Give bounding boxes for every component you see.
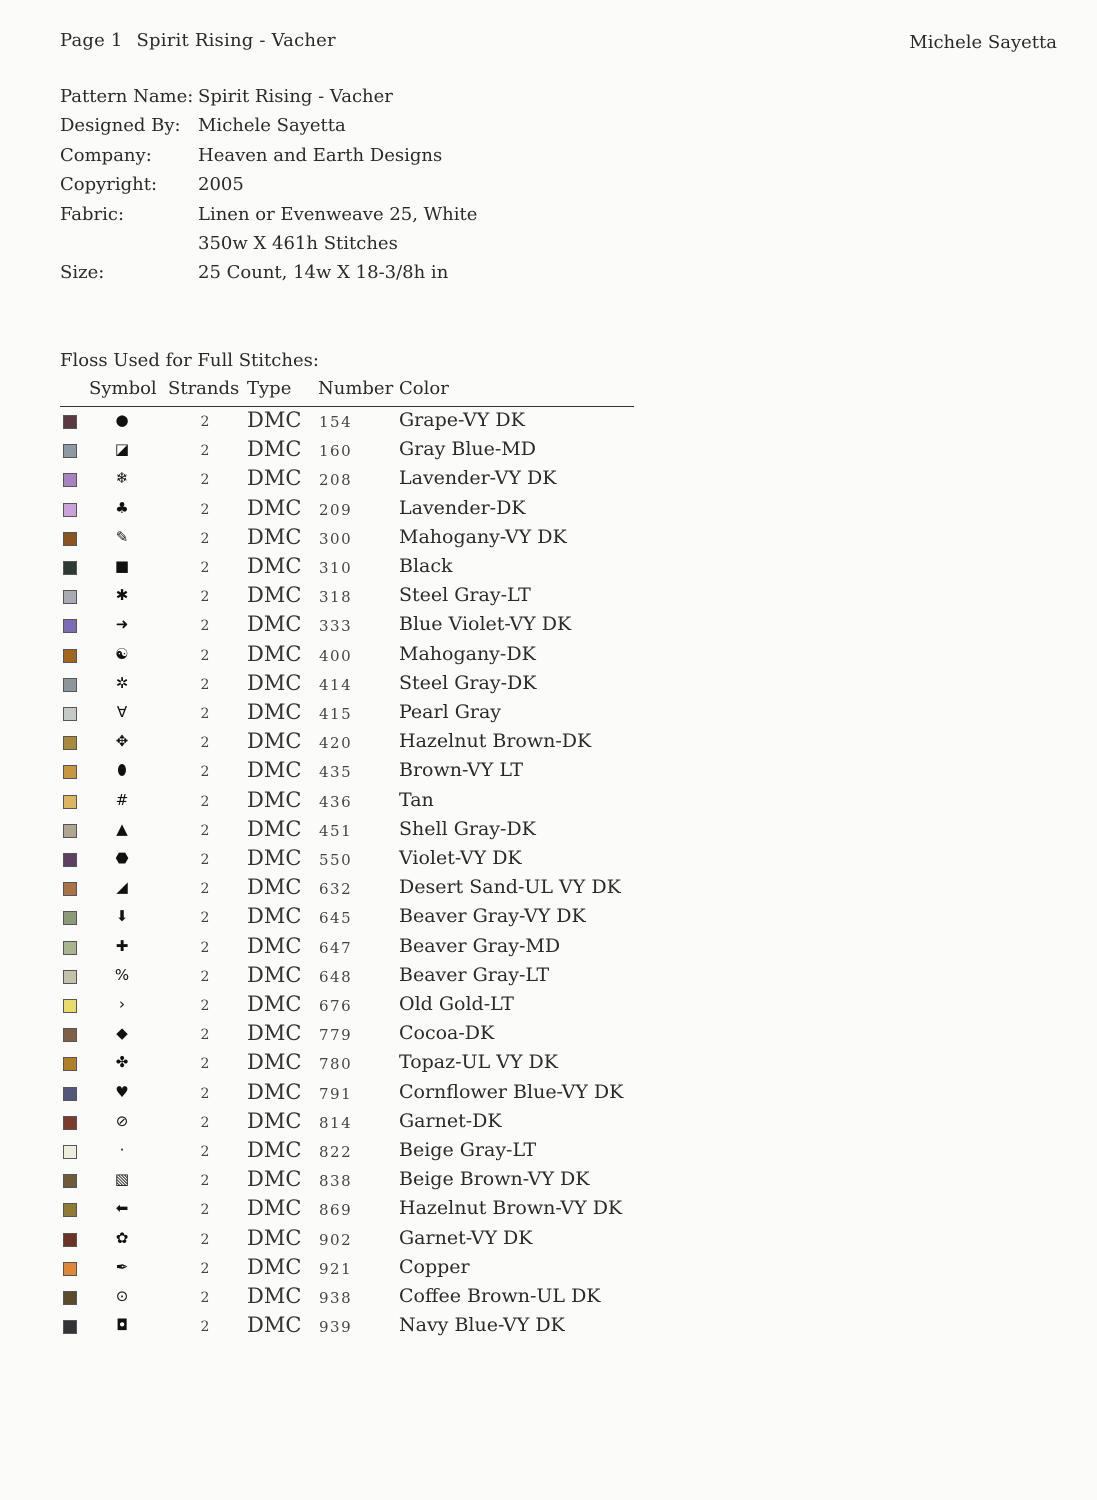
symbol-icon: ♣ <box>115 498 129 517</box>
floss-table-header <box>0 378 700 404</box>
info-value: Spirit Rising - Vacher <box>198 86 393 107</box>
color-swatch <box>63 1145 77 1159</box>
table-row <box>0 758 700 787</box>
color-swatch <box>63 1291 77 1305</box>
number-cell: 451 <box>319 821 353 840</box>
strands-cell: 2 <box>200 968 210 985</box>
info-label: Pattern Name: <box>60 86 194 107</box>
floss-section-title: Floss Used for Full Stitches: <box>60 350 319 371</box>
number-cell: 676 <box>319 997 353 1015</box>
type-cell: DMC <box>247 554 302 578</box>
symbol-icon: ▧ <box>114 1170 130 1189</box>
number-cell: 160 <box>319 442 353 461</box>
table-row <box>0 904 700 933</box>
type-cell: DMC <box>247 466 302 491</box>
type-cell: DMC <box>247 1313 302 1338</box>
color-swatch <box>63 765 77 779</box>
symbol-icon: ⬅ <box>115 1199 129 1218</box>
type-cell: DMC <box>247 904 302 929</box>
color-swatch <box>63 970 77 984</box>
number-cell: 814 <box>319 1113 353 1132</box>
color-name-cell: Hazelnut Brown-DK <box>399 730 592 753</box>
info-value: 25 Count, 14w X 18-3/8h in <box>198 262 449 284</box>
table-row <box>0 875 700 904</box>
number-cell: 780 <box>319 1055 353 1074</box>
strands-cell: 2 <box>200 647 210 664</box>
page-label: Page 1 <box>60 30 123 51</box>
symbol-icon: ⊙ <box>115 1287 129 1305</box>
color-swatch <box>63 824 77 838</box>
symbol-icon: ♥ <box>115 1082 129 1101</box>
symbol-icon: ✒ <box>115 1257 129 1276</box>
color-name-cell: Steel Gray-DK <box>399 671 537 694</box>
color-swatch <box>63 561 77 575</box>
number-cell: 420 <box>319 734 353 753</box>
symbol-icon: ● <box>115 411 129 429</box>
symbol-icon: ✱ <box>115 586 129 605</box>
type-cell: DMC <box>247 700 302 724</box>
strands-cell: 2 <box>200 589 210 606</box>
color-swatch <box>63 532 77 546</box>
table-row <box>0 612 700 641</box>
number-cell: 414 <box>319 675 353 694</box>
color-name-cell: Beige Brown-VY DK <box>399 1168 590 1191</box>
table-row <box>0 1313 700 1342</box>
info-value: 2005 <box>198 174 244 196</box>
color-name-cell: Mahogany-VY DK <box>399 525 567 548</box>
table-row <box>0 1226 700 1255</box>
symbol-icon: ✥ <box>115 732 129 751</box>
strands-cell: 2 <box>200 822 210 839</box>
color-name-cell: Beaver Gray-LT <box>399 963 550 986</box>
type-cell: DMC <box>247 437 302 462</box>
strands-cell: 2 <box>200 910 210 927</box>
type-cell: DMC <box>247 1108 302 1133</box>
type-cell: DMC <box>247 875 302 900</box>
color-swatch <box>63 1320 77 1334</box>
symbol-icon: ■ <box>114 557 130 575</box>
color-name-cell: Tan <box>399 788 434 811</box>
color-swatch <box>63 649 77 663</box>
color-swatch <box>63 503 77 517</box>
color-name-cell: Navy Blue-VY DK <box>399 1314 565 1337</box>
color-swatch <box>63 415 77 429</box>
strands-cell: 2 <box>200 939 210 956</box>
color-name-cell: Coffee Brown-UL DK <box>399 1285 601 1307</box>
number-cell: 436 <box>319 792 353 811</box>
page-header <box>60 30 344 51</box>
number-cell: 415 <box>319 705 353 723</box>
table-row <box>0 963 700 992</box>
color-name-cell: Mahogany-DK <box>399 642 536 665</box>
color-name-cell: Lavender-VY DK <box>399 467 557 490</box>
color-swatch <box>63 678 77 692</box>
strands-cell: 2 <box>200 998 210 1014</box>
strands-cell: 2 <box>200 793 210 810</box>
symbol-icon: · <box>119 1141 125 1159</box>
color-name-cell: Copper <box>399 1255 470 1278</box>
number-cell: 779 <box>319 1026 353 1045</box>
color-name-cell: Beige Gray-LT <box>399 1139 537 1161</box>
strands-cell: 2 <box>200 618 210 635</box>
table-row <box>0 788 700 817</box>
type-cell: DMC <box>247 583 302 608</box>
column-header-color: Color <box>399 378 449 399</box>
type-cell: DMC <box>247 612 302 637</box>
number-cell: 869 <box>319 1201 353 1220</box>
type-cell: DMC <box>247 962 302 987</box>
table-row <box>0 437 700 466</box>
table-row <box>0 642 700 671</box>
table-row <box>0 1255 700 1284</box>
color-name-cell: Hazelnut Brown-VY DK <box>399 1197 623 1220</box>
number-cell: 318 <box>319 588 353 607</box>
number-cell: 938 <box>319 1289 353 1307</box>
type-cell: DMC <box>247 641 302 666</box>
number-cell: 550 <box>319 851 353 869</box>
table-row <box>0 700 700 729</box>
color-name-cell: Cornflower Blue-VY DK <box>399 1080 624 1103</box>
color-name-cell: Beaver Gray-MD <box>399 934 561 957</box>
type-cell: DMC <box>247 495 302 520</box>
header-designer: Michele Sayetta <box>909 32 1057 53</box>
table-rule <box>60 406 634 407</box>
symbol-icon: ➜ <box>115 615 129 634</box>
color-swatch <box>63 1233 77 1247</box>
type-cell: DMC <box>247 1138 302 1162</box>
color-swatch <box>63 444 77 458</box>
color-swatch <box>63 1174 77 1188</box>
table-row <box>0 525 700 554</box>
number-cell: 208 <box>319 471 353 490</box>
color-swatch <box>63 795 77 809</box>
info-value: Heaven and Earth Designs <box>198 144 443 166</box>
strands-cell: 2 <box>200 1173 210 1190</box>
info-label: Fabric: <box>60 203 125 225</box>
table-row <box>0 729 700 758</box>
table-row <box>0 817 700 846</box>
strands-cell: 2 <box>200 1260 210 1277</box>
table-row <box>0 846 700 875</box>
color-swatch <box>63 473 77 487</box>
symbol-icon: ▲ <box>116 819 128 838</box>
table-row <box>0 1196 700 1225</box>
type-cell: DMC <box>247 1254 302 1279</box>
color-swatch <box>63 590 77 604</box>
number-cell: 154 <box>319 413 353 431</box>
number-cell: 921 <box>319 1259 353 1278</box>
table-row <box>0 671 700 700</box>
color-swatch <box>63 999 77 1013</box>
number-cell: 647 <box>319 938 353 957</box>
color-name-cell: Desert Sand-UL VY DK <box>399 876 621 899</box>
number-cell: 632 <box>319 880 353 899</box>
info-label: Copyright: <box>60 174 158 196</box>
symbol-icon: ⬮ <box>117 761 127 780</box>
table-row <box>0 466 700 495</box>
type-cell: DMC <box>247 933 302 958</box>
color-name-cell: Topaz-UL VY DK <box>399 1051 558 1074</box>
number-cell: 645 <box>319 909 353 928</box>
type-cell: DMC <box>247 1167 302 1192</box>
strands-cell: 2 <box>200 881 210 898</box>
number-cell: 435 <box>319 763 353 782</box>
column-header-type: Type <box>247 378 292 399</box>
symbol-icon: ⬣ <box>115 849 129 867</box>
color-swatch <box>63 736 77 750</box>
color-name-cell: Steel Gray-LT <box>399 584 531 607</box>
color-swatch <box>63 853 77 867</box>
strands-cell: 2 <box>200 1202 210 1219</box>
symbol-icon: # <box>115 790 129 809</box>
color-name-cell: Garnet-VY DK <box>399 1226 533 1249</box>
type-cell: DMC <box>247 1050 302 1075</box>
type-cell: DMC <box>247 1021 302 1046</box>
strands-cell: 2 <box>200 560 210 576</box>
color-swatch <box>63 1203 77 1217</box>
table-row <box>0 1080 700 1109</box>
symbol-icon: ◘ <box>116 1316 128 1335</box>
info-label: Size: <box>60 262 105 284</box>
strands-cell: 2 <box>200 1290 210 1306</box>
strands-cell: 2 <box>200 1027 210 1044</box>
info-label: Company: <box>60 144 152 166</box>
table-row <box>0 583 700 612</box>
type-cell: DMC <box>247 787 302 812</box>
strands-cell: 2 <box>200 735 210 752</box>
header-pattern-title: Spirit Rising - Vacher <box>136 30 336 51</box>
strands-cell: 2 <box>200 1319 210 1336</box>
table-row <box>0 992 700 1021</box>
color-swatch <box>63 707 77 721</box>
table-row <box>0 408 700 437</box>
color-name-cell: Lavender-DK <box>399 496 526 519</box>
color-name-cell: Blue Violet-VY DK <box>399 613 572 636</box>
color-name-cell: Beaver Gray-VY DK <box>399 905 586 928</box>
strands-cell: 2 <box>200 676 210 693</box>
color-swatch <box>63 1028 77 1042</box>
table-row <box>0 1050 700 1079</box>
table-row <box>0 1284 700 1313</box>
symbol-icon: › <box>119 995 125 1013</box>
color-swatch <box>63 619 77 633</box>
number-cell: 333 <box>319 617 353 636</box>
symbol-icon: ◆ <box>116 1024 128 1043</box>
number-cell: 209 <box>319 500 353 519</box>
strands-cell: 2 <box>200 1085 210 1102</box>
number-cell: 300 <box>319 529 353 548</box>
strands-cell: 2 <box>200 472 210 489</box>
symbol-icon: ✤ <box>115 1053 129 1072</box>
symbol-icon: ◪ <box>114 440 130 459</box>
color-name-cell: Violet-VY DK <box>399 847 522 869</box>
strands-cell: 2 <box>200 414 210 430</box>
color-swatch <box>63 911 77 925</box>
number-cell: 939 <box>319 1318 353 1337</box>
strands-cell: 2 <box>200 443 210 460</box>
color-swatch <box>63 941 77 955</box>
type-cell: DMC <box>247 1225 302 1250</box>
color-name-cell: Garnet-DK <box>399 1109 502 1132</box>
number-cell: 791 <box>319 1084 353 1103</box>
type-cell: DMC <box>247 524 302 549</box>
column-header-strands: Strands <box>168 378 240 399</box>
symbol-icon: ✿ <box>115 1228 129 1247</box>
color-swatch <box>63 1087 77 1101</box>
color-name-cell: Pearl Gray <box>399 701 502 723</box>
number-cell: 648 <box>319 967 353 986</box>
symbol-icon: ✲ <box>115 673 129 692</box>
symbol-icon: % <box>114 965 130 984</box>
number-cell: 822 <box>319 1143 353 1161</box>
table-row <box>0 1109 700 1138</box>
color-swatch <box>63 1057 77 1071</box>
strands-cell: 2 <box>200 1231 210 1248</box>
info-value: Michele Sayetta <box>198 115 346 137</box>
table-row <box>0 1021 700 1050</box>
color-name-cell: Black <box>399 555 453 577</box>
number-cell: 400 <box>319 646 353 665</box>
column-header-number: Number <box>318 378 394 399</box>
number-cell: 310 <box>319 559 353 577</box>
type-cell: DMC <box>247 992 302 1016</box>
strands-cell: 2 <box>200 706 210 722</box>
column-header-symbol: Symbol <box>89 378 157 399</box>
symbol-icon: ∀ <box>116 703 128 721</box>
strands-cell: 2 <box>200 501 210 518</box>
table-row <box>0 554 700 583</box>
color-swatch <box>63 1116 77 1130</box>
table-row <box>0 1138 700 1167</box>
table-row <box>0 934 700 963</box>
color-swatch <box>63 1262 77 1276</box>
strands-cell: 2 <box>200 1144 210 1160</box>
strands-cell: 2 <box>200 764 210 781</box>
symbol-icon: ✚ <box>115 936 129 955</box>
strands-cell: 2 <box>200 530 210 547</box>
symbol-icon: ✎ <box>115 527 129 546</box>
type-cell: DMC <box>247 1196 302 1221</box>
table-row <box>0 1167 700 1196</box>
type-cell: DMC <box>247 816 302 841</box>
color-name-cell: Grape-VY DK <box>399 409 525 431</box>
color-name-cell: Cocoa-DK <box>399 1022 495 1045</box>
symbol-icon: ⬇ <box>115 907 129 926</box>
color-name-cell: Old Gold-LT <box>399 993 514 1015</box>
table-row <box>0 496 700 525</box>
info-label: Designed By: <box>60 115 181 137</box>
strands-cell: 2 <box>200 1114 210 1131</box>
type-cell: DMC <box>247 670 302 695</box>
symbol-icon: ❄ <box>115 469 129 488</box>
strands-cell: 2 <box>200 1056 210 1073</box>
type-cell: DMC <box>247 408 302 432</box>
color-swatch <box>63 882 77 896</box>
number-cell: 902 <box>319 1230 353 1249</box>
color-name-cell: Shell Gray-DK <box>399 817 536 840</box>
type-cell: DMC <box>247 758 302 783</box>
info-value: Linen or Evenweave 25, White <box>198 203 478 225</box>
symbol-icon: ◢ <box>116 878 128 897</box>
type-cell: DMC <box>247 1079 302 1104</box>
color-name-cell: Brown-VY LT <box>399 759 524 782</box>
symbol-icon: ☯ <box>115 644 129 663</box>
type-cell: DMC <box>247 729 302 754</box>
color-name-cell: Gray Blue-MD <box>399 438 536 461</box>
number-cell: 838 <box>319 1172 353 1191</box>
info-value: 350w X 461h Stitches <box>198 232 398 254</box>
type-cell: DMC <box>247 846 302 870</box>
type-cell: DMC <box>247 1284 302 1308</box>
symbol-icon: ⊘ <box>115 1111 129 1130</box>
strands-cell: 2 <box>200 852 210 868</box>
